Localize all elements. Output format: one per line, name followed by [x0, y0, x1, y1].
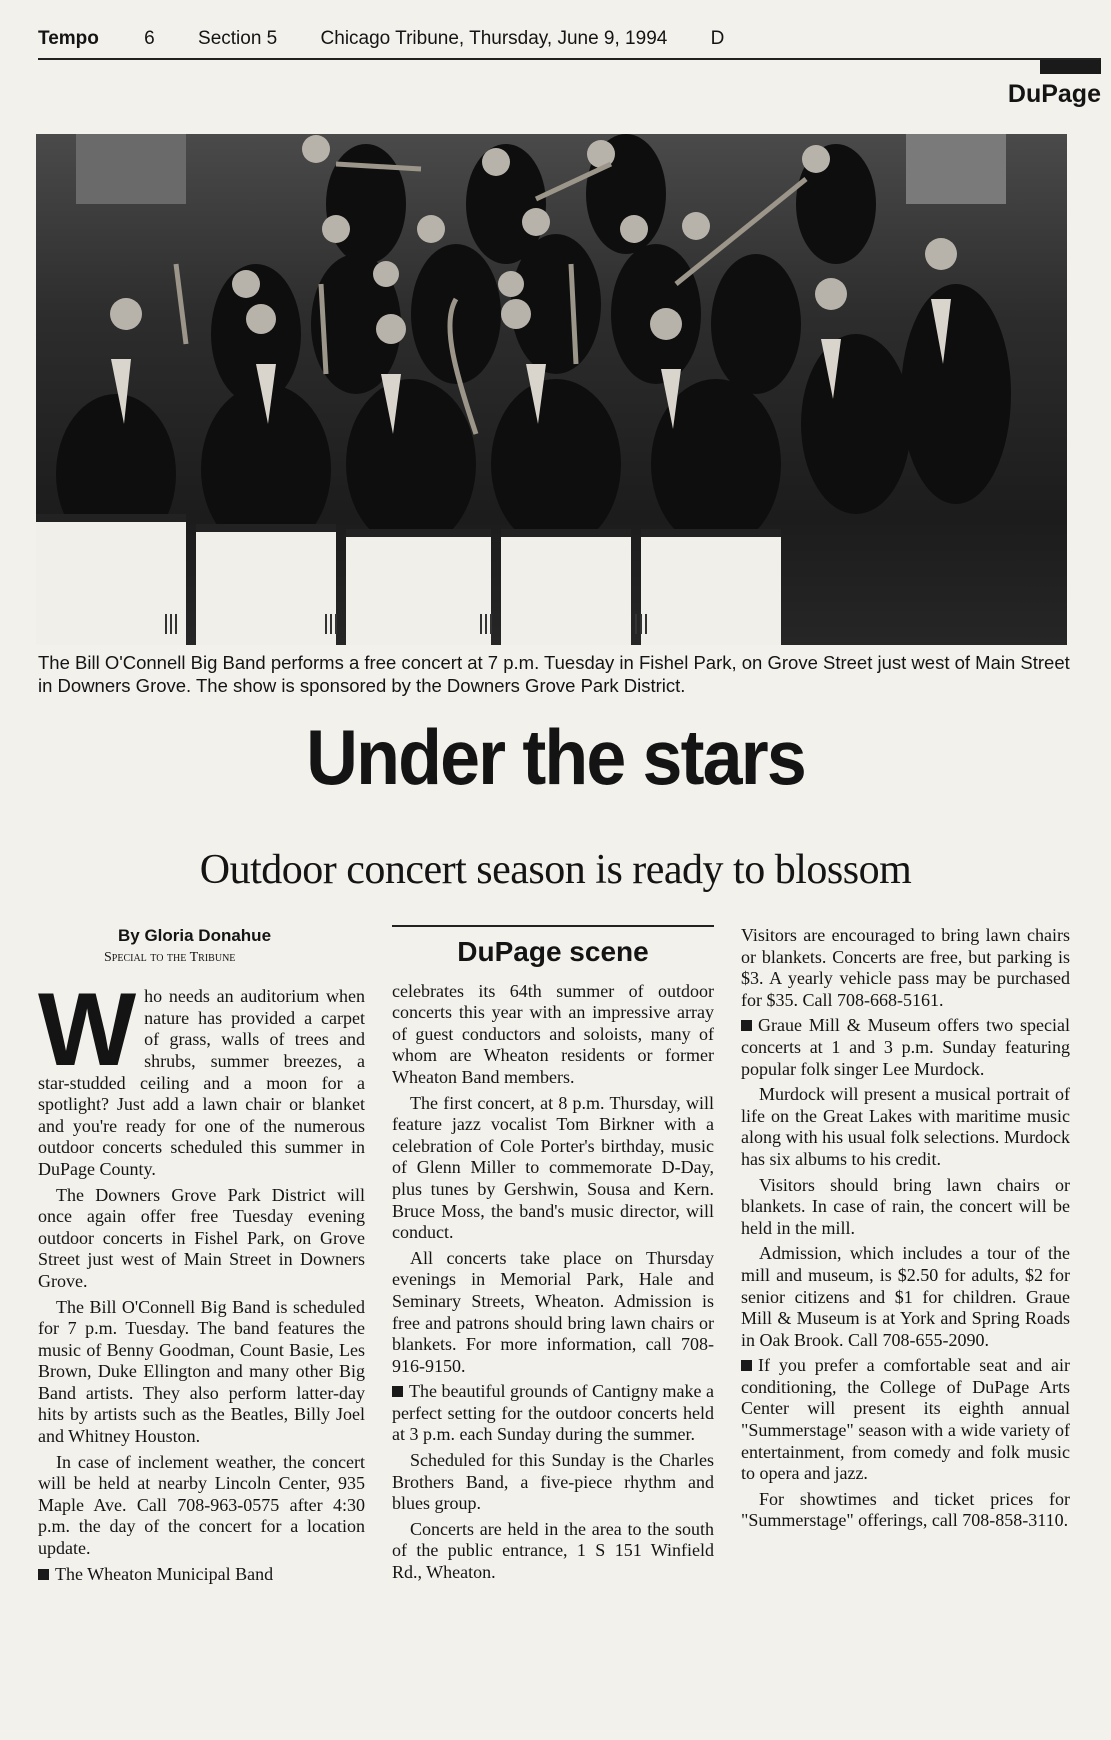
paragraph: All concerts take place on Thursday evenings in Memorial Park, Hale and Seminary Streets, Wheaton. Admission is free and patrons should bring lawn chairs or blankets. For more information, call 708-916-9150. [392, 1247, 714, 1376]
photo-caption: The Bill O'Connell Big Band performs a free concert at 7 p.m. Tuesday in Fishel Park, on Grove Street just west of Main Street in Downers Grove. The show is sponsored by the Downers Grove Park District. [38, 652, 1070, 696]
paragraph: For showtimes and ticket prices for "Summerstage" offerings, call 708-858-3110. [741, 1488, 1070, 1531]
top-rule [38, 58, 1101, 60]
section-name: Tempo [38, 28, 99, 49]
paragraph: The beautiful grounds of Cantigny make a perfect setting for the outdoor concerts held at 3 p.m. each Sunday during the summer. [392, 1381, 714, 1445]
paragraph: Who needs an auditorium when nature has provided a carpet of grass, walls of trees and shrubs, summer breezes, a star-studded ceiling and a moon for a spotlight? Just add a lawn chair or blanket and you're ready for one of the numerous outdoor concerts scheduled this summer in DuPage County. [38, 972, 365, 1179]
article-column-1 [38, 925, 365, 1589]
paragraph: If you prefer a comfortable seat and air conditioning, the College of DuPage Arts Center will present its eighth annual "Summerstage" season with a wide variety of entertainment, from comedy and folk music to opera and jazz. [741, 1355, 1070, 1484]
edition-letter: D [710, 28, 725, 49]
big-band-photo-icon [36, 134, 1067, 645]
paragraph: The Bill O'Connell Big Band is scheduled for 7 p.m. Tuesday. The band features the music of Benny Goodman, Count Basie, Les Brown, Duke Ellington and many other Big Band artists. They also perform latter-day hits by artists such as the Beatles, Billy Joel and Whitney Houston. [38, 1296, 365, 1447]
section-title: DuPage scene [457, 936, 649, 967]
paragraph: Visitors are encouraged to bring lawn chairs or blankets. Concerts are free, but parking is $3. A yearly vehicle pass may be purchased for $35. Call 708-668-5161. [741, 925, 1070, 1010]
zone-tab [1040, 60, 1101, 74]
paragraph: Concerts are held in the area to the south of the public entrance, 1 S 151 Winfield Rd., Wheaton. [392, 1518, 714, 1583]
article-column-3 [741, 925, 1070, 1536]
subheadline: Outdoor concert season is ready to blossom [199, 847, 912, 893]
headline: Under the stars [306, 713, 805, 801]
paragraph: The Downers Grove Park District will once again offer free Tuesday evening outdoor concerts in Fishel Park, on Grove Street just west of Main Street in Downers Grove. [38, 1184, 365, 1291]
paragraph: Scheduled for this Sunday is the Charles Brothers Band, a five-piece rhythm and blues group. [392, 1450, 714, 1514]
byline: By Gloria Donahue [118, 926, 272, 945]
byline-credit: Special to the Tribune [104, 949, 236, 965]
section-box [392, 925, 714, 967]
dateline: Chicago Tribune, Thursday, June 9, 1994 [320, 28, 668, 49]
square-bullet-icon [38, 1569, 49, 1580]
paragraph: In case of inclement weather, the concert will be held at nearby Lincoln Center, 935 Maple Ave. Call 708-963-0575 after 4:30 p.m. the day of the concert for a location update. [38, 1451, 365, 1559]
square-bullet-icon [741, 1020, 752, 1031]
paragraph: Visitors should bring lawn chairs or blankets. In case of rain, the concert will be held in the mill. [741, 1174, 1070, 1238]
paragraph: Admission, which includes a tour of the mill and museum, is $2.50 for adults, $2 for senior citizens and $1 for children. Graue Mill & Museum is at York and Spring Roads in Oak Brook. Call 708-655-2090. [741, 1243, 1070, 1350]
paragraph: celebrates its 64th summer of outdoor concerts this year with an impressive array of guest conductors and soloists, many of whom are Wheaton residents or former Wheaton Band members. [392, 980, 714, 1087]
section-number: Section 5 [198, 28, 278, 49]
paragraph: Murdock will present a musical portrait of life on the Great Lakes with maritime music along with his usual folk selections. Murdock has six albums to his credit. [741, 1084, 1070, 1169]
drop-cap: W [38, 972, 137, 1089]
article-column-2 [392, 925, 714, 1588]
page-folio [38, 28, 1068, 56]
band-photo [36, 134, 1067, 645]
paragraph: The Wheaton Municipal Band [38, 1564, 365, 1586]
square-bullet-icon [741, 1360, 752, 1371]
paragraph: The first concert, at 8 p.m. Thursday, will feature jazz vocalist Tom Birkner with a celebration of Cole Porter's birthday, music of Glenn Miller to commemorate D-Day, plus tunes by Gershwin, Sousa and Kern. Bruce Moss, the band's music director, will conduct. [392, 1092, 714, 1243]
paragraph: Graue Mill & Museum offers two special concerts at 1 and 3 p.m. Sunday featuring popular folk singer Lee Murdock. [741, 1015, 1070, 1079]
zone-label: DuPage [1007, 80, 1101, 108]
square-bullet-icon [392, 1386, 403, 1397]
page-number: 6 [144, 28, 155, 49]
